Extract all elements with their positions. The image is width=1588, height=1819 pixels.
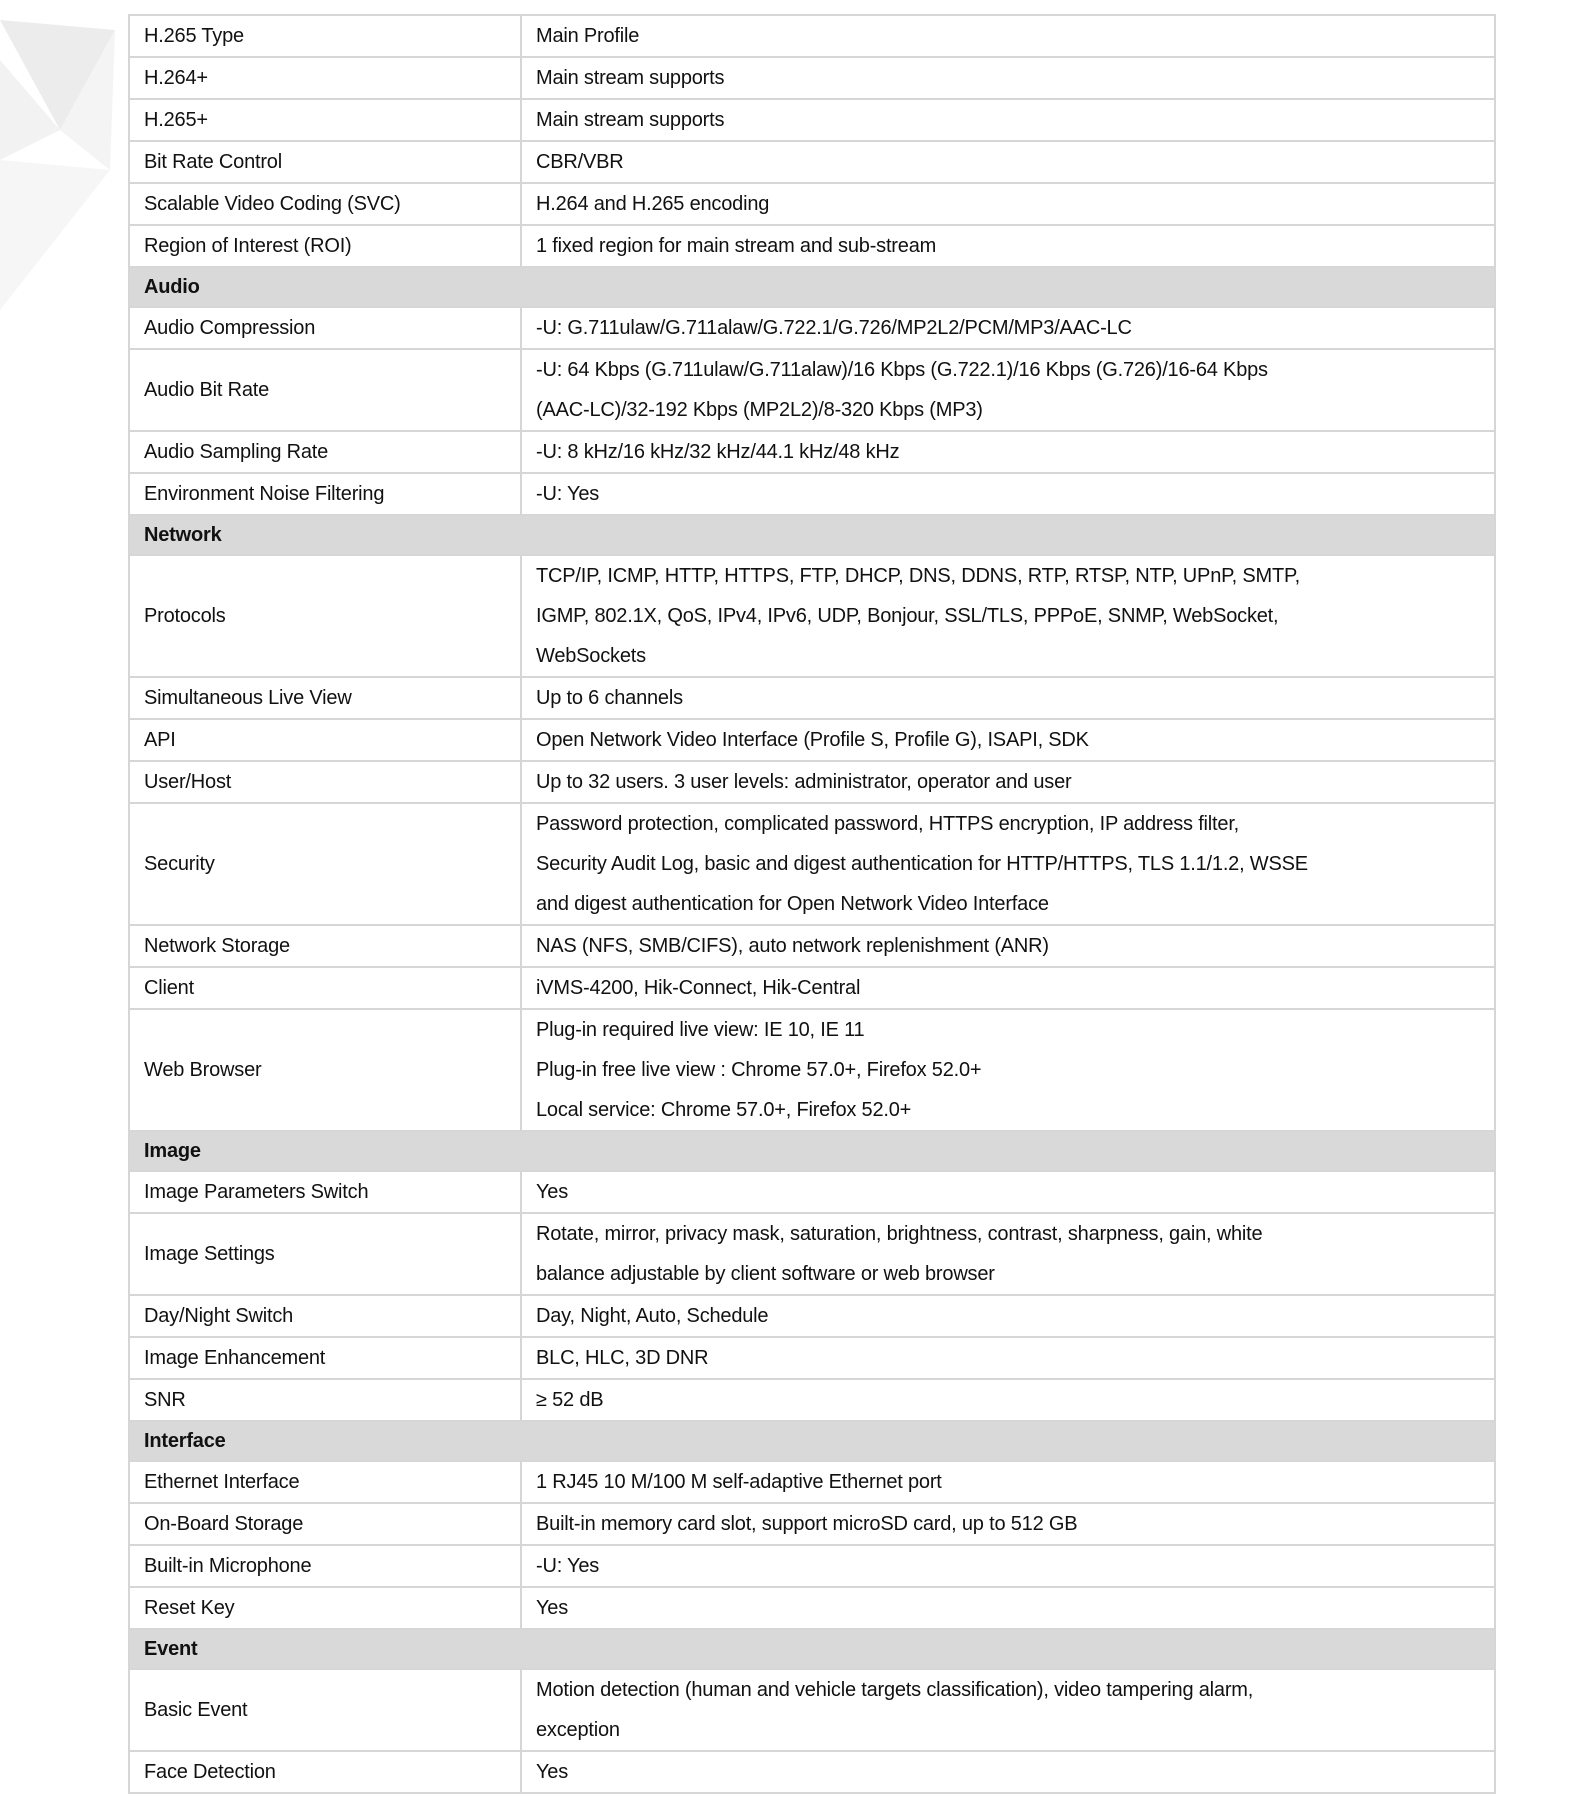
spec-value [521,1009,1495,1131]
spec-row [129,719,1495,761]
spec-row [129,1009,1495,1131]
spec-label: On-Board Storage [129,1503,521,1545]
spec-label: Basic Event [129,1669,521,1751]
spec-value-line: Main stream supports [536,109,725,131]
spec-row [129,307,1495,349]
spec-row [129,1503,1495,1545]
spec-value [521,225,1495,267]
spec-value [521,349,1495,431]
spec-label: SNR [129,1379,521,1421]
spec-label: Ethernet Interface [129,1461,521,1503]
spec-value-line: -U: 8 kHz/16 kHz/32 kHz/44.1 kHz/48 kHz [536,441,900,463]
spec-value-line: -U: 64 Kbps (G.711ulaw/G.711alaw)/16 Kbps (G.722.1)/16 Kbps (G.726)/16-64 Kbps [536,359,1268,381]
spec-row [129,925,1495,967]
spec-row [129,1587,1495,1629]
spec-value-line: Motion detection (human and vehicle targets classification), video tampering alarm, [536,1679,1254,1701]
spec-value [521,57,1495,99]
spec-label: Environment Noise Filtering [129,473,521,515]
spec-value [521,925,1495,967]
spec-value [521,1461,1495,1503]
spec-value-line: Yes [536,1761,569,1783]
spec-row [129,555,1495,677]
spec-value [521,1587,1495,1629]
spec-row [129,1337,1495,1379]
spec-row [129,1461,1495,1503]
spec-value-line: Plug-in free live view : Chrome 57.0+, Firefox 52.0+ [536,1059,982,1081]
spec-row [129,1751,1495,1793]
spec-label: Web Browser [129,1009,521,1131]
spec-value [521,307,1495,349]
spec-label: Built-in Microphone [129,1545,521,1587]
spec-value-line: Password protection, complicated password, HTTPS encryption, IP address filter, [536,813,1240,835]
spec-row [129,431,1495,473]
spec-label: Simultaneous Live View [129,677,521,719]
spec-value-line: (AAC-LC)/32-192 Kbps (MP2L2)/8-320 Kbps (MP3) [536,399,983,421]
spec-label: Region of Interest (ROI) [129,225,521,267]
spec-value-line: TCP/IP, ICMP, HTTP, HTTPS, FTP, DHCP, DNS, DDNS, RTP, RTSP, NTP, UPnP, SMTP, [536,565,1300,587]
spec-value [521,1337,1495,1379]
spec-row [129,967,1495,1009]
spec-label: H.264+ [129,57,521,99]
spec-row [129,225,1495,267]
spec-value [521,555,1495,677]
spec-value-line: H.264 and H.265 encoding [536,193,770,215]
spec-value [521,1379,1495,1421]
spec-value [521,761,1495,803]
spec-value [521,1751,1495,1793]
spec-label: H.265+ [129,99,521,141]
section-title: Audio [129,267,1495,307]
spec-value [521,677,1495,719]
spec-label: Face Detection [129,1751,521,1793]
spec-label: Network Storage [129,925,521,967]
watermark-logo-graphic [0,0,130,320]
spec-value [521,1171,1495,1213]
spec-label: H.265 Type [129,15,521,57]
spec-value-line: Built-in memory card slot, support microSD card, up to 512 GB [536,1513,1078,1535]
spec-value [521,967,1495,1009]
section-title: Interface [129,1421,1495,1461]
spec-label: Image Settings [129,1213,521,1295]
spec-row [129,1171,1495,1213]
spec-label: API [129,719,521,761]
section-header-row [129,1421,1495,1461]
spec-value-line: 1 fixed region for main stream and sub-stream [536,235,937,257]
spec-value-line: -U: Yes [536,483,600,505]
spec-value [521,1295,1495,1337]
spec-value-line: Plug-in required live view: IE 10, IE 11 [536,1019,865,1041]
section-header-row [129,515,1495,555]
spec-value-line: and digest authentication for Open Network Video Interface [536,893,1049,915]
section-header-row [129,1131,1495,1171]
spec-row [129,1213,1495,1295]
spec-value [521,99,1495,141]
spec-row [129,349,1495,431]
spec-label: Audio Bit Rate [129,349,521,431]
spec-value-line: Local service: Chrome 57.0+, Firefox 52.0+ [536,1099,912,1121]
section-header-row [129,1629,1495,1669]
spec-value [521,183,1495,225]
spec-table [128,14,1496,1794]
spec-value-line: Up to 32 users. 3 user levels: administrator, operator and user [536,771,1072,793]
spec-value-line: Open Network Video Interface (Profile S, Profile G), ISAPI, SDK [536,729,1089,751]
spec-label: Audio Sampling Rate [129,431,521,473]
spec-value-line: Main Profile [536,25,640,47]
spec-value-line: exception [536,1719,620,1741]
spec-value [521,1503,1495,1545]
spec-row [129,57,1495,99]
spec-value [521,473,1495,515]
spec-value [521,1545,1495,1587]
spec-value-line: iVMS-4200, Hik-Connect, Hik-Central [536,977,861,999]
spec-value-line: CBR/VBR [536,151,624,173]
spec-value-line: Up to 6 channels [536,687,683,709]
spec-label: Image Enhancement [129,1337,521,1379]
spec-value-line: Day, Night, Auto, Schedule [536,1305,769,1327]
section-title: Image [129,1131,1495,1171]
spec-row [129,1669,1495,1751]
spec-value [521,1669,1495,1751]
spec-value-line: 1 RJ45 10 M/100 M self-adaptive Ethernet port [536,1471,942,1493]
spec-label: Protocols [129,555,521,677]
spec-value-line: -U: Yes [536,1555,600,1577]
spec-value-line: Yes [536,1597,569,1619]
spec-row [129,1379,1495,1421]
spec-value-line: WebSockets [536,645,646,667]
spec-row [129,141,1495,183]
section-header-row [129,267,1495,307]
section-title: Network [129,515,1495,555]
spec-value-line: IGMP, 802.1X, QoS, IPv4, IPv6, UDP, Bonjour, SSL/TLS, PPPoE, SNMP, WebSocket, [536,605,1279,627]
spec-row [129,761,1495,803]
spec-label: User/Host [129,761,521,803]
spec-label: Day/Night Switch [129,1295,521,1337]
spec-value [521,431,1495,473]
spec-value-line: BLC, HLC, 3D DNR [536,1347,709,1369]
spec-label: Client [129,967,521,1009]
spec-row [129,99,1495,141]
spec-row [129,183,1495,225]
spec-row [129,15,1495,57]
spec-value-line: Yes [536,1181,569,1203]
spec-label: Scalable Video Coding (SVC) [129,183,521,225]
spec-value-line: ≥ 52 dB [536,1389,604,1411]
spec-row [129,473,1495,515]
spec-value [521,15,1495,57]
spec-value-line: NAS (NFS, SMB/CIFS), auto network replenishment (ANR) [536,935,1049,957]
spec-value-line: Security Audit Log, basic and digest authentication for HTTP/HTTPS, TLS 1.1/1.2, WSSE [536,853,1308,875]
section-title: Event [129,1629,1495,1669]
spec-row [129,1295,1495,1337]
spec-value [521,719,1495,761]
spec-value [521,141,1495,183]
spec-value-line: Main stream supports [536,67,725,89]
spec-row [129,677,1495,719]
spec-value [521,1213,1495,1295]
spec-label: Image Parameters Switch [129,1171,521,1213]
spec-value [521,803,1495,925]
spec-label: Audio Compression [129,307,521,349]
spec-value-line: -U: G.711ulaw/G.711alaw/G.722.1/G.726/MP2L2/PCM/MP3/AAC-LC [536,317,1132,339]
spec-label: Reset Key [129,1587,521,1629]
spec-label: Security [129,803,521,925]
spec-label: Bit Rate Control [129,141,521,183]
spec-value-line: balance adjustable by client software or web browser [536,1263,995,1285]
spec-row [129,1545,1495,1587]
spec-value-line: Rotate, mirror, privacy mask, saturation, brightness, contrast, sharpness, gain, white [536,1223,1263,1245]
spec-row [129,803,1495,925]
